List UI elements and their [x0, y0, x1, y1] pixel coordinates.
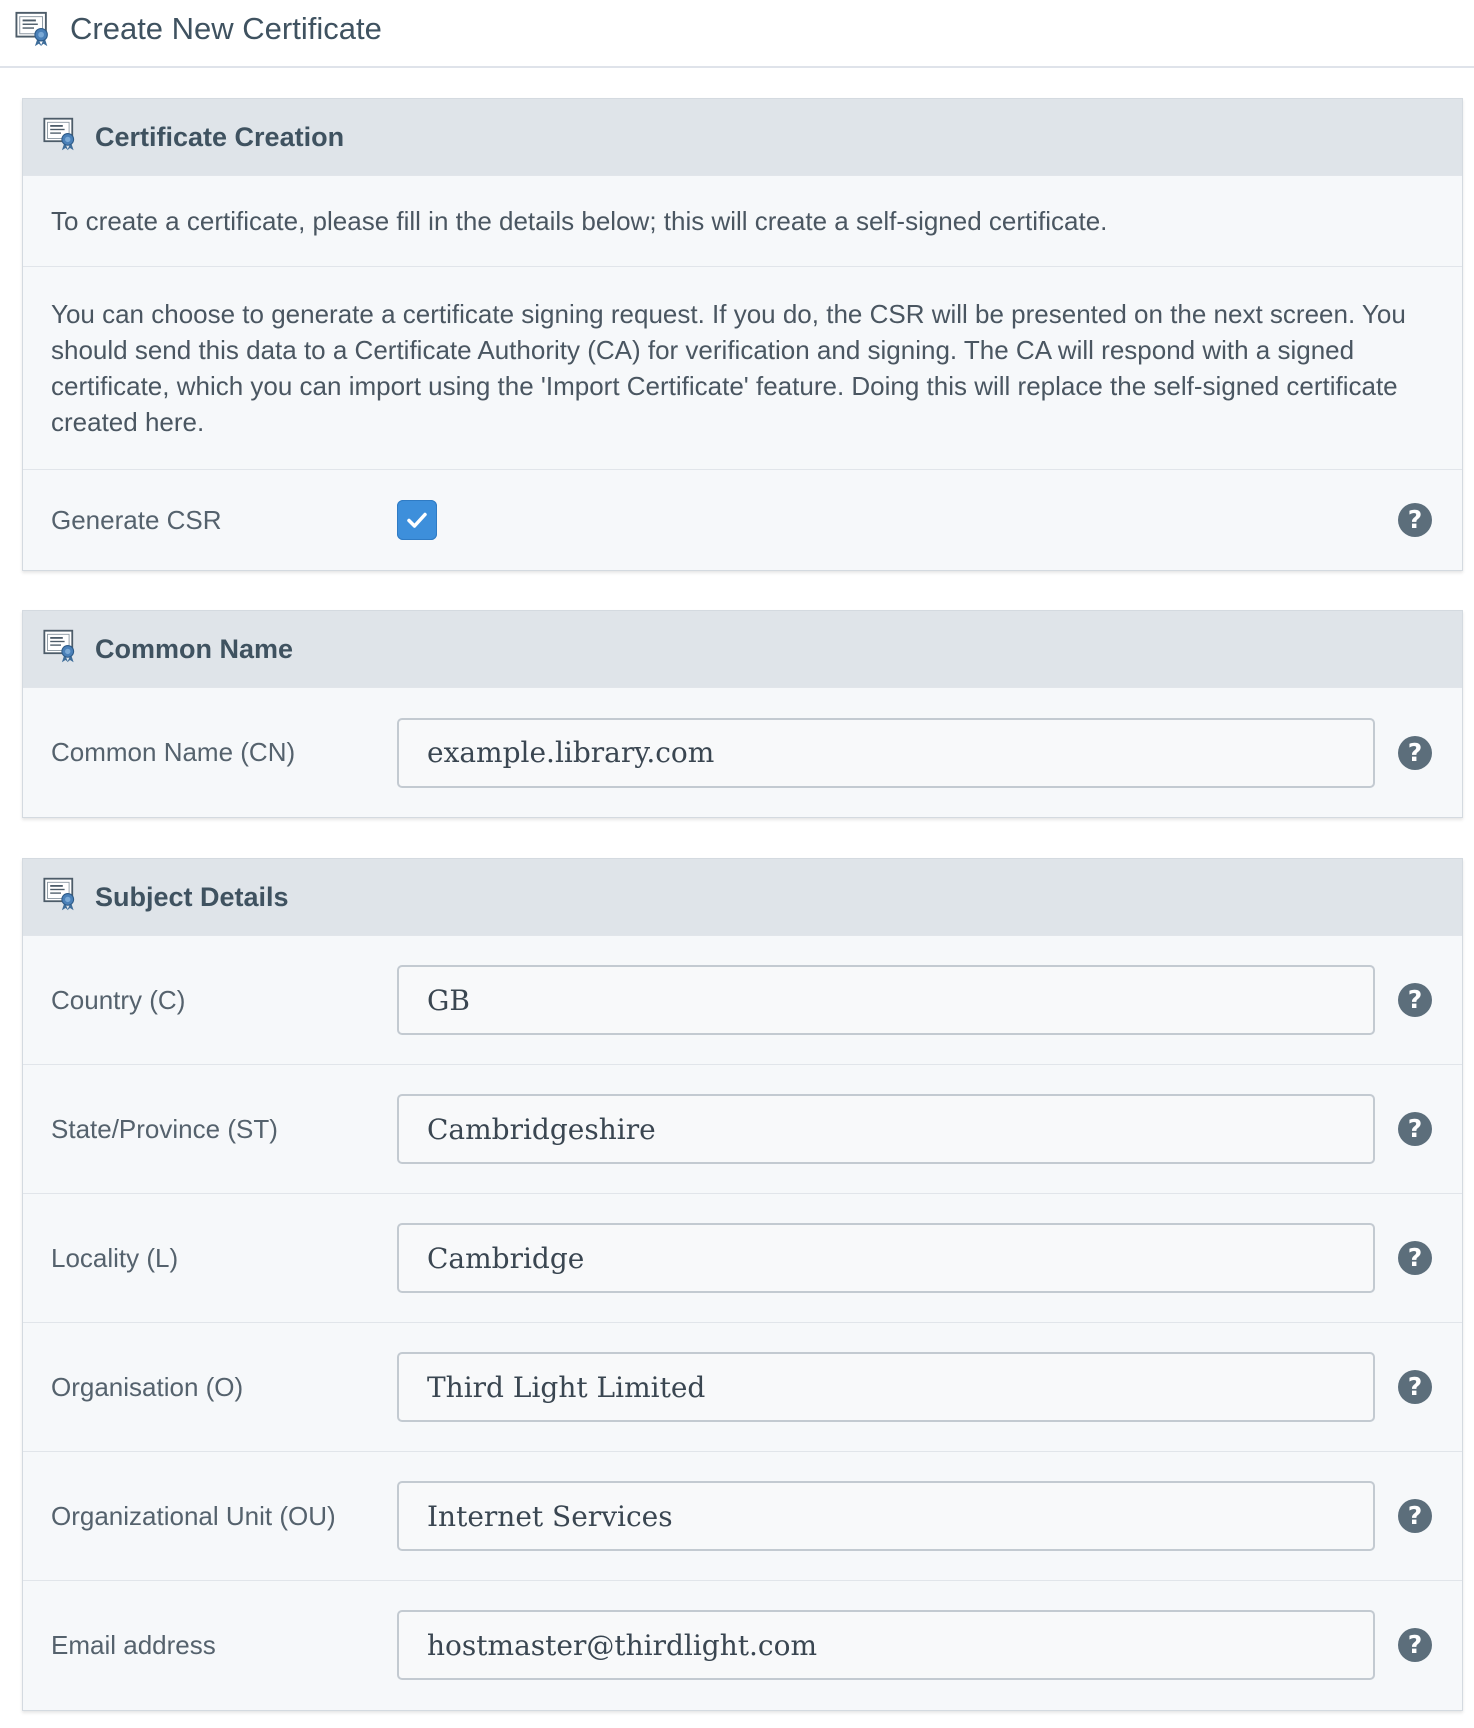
locality-input[interactable] — [397, 1223, 1375, 1293]
help-icon[interactable]: ? — [1398, 983, 1432, 1017]
generate-csr-label: Generate CSR — [51, 504, 222, 535]
locality-label: Locality (L) — [51, 1242, 179, 1273]
email-row — [23, 1580, 1462, 1709]
organisation-label: Organisation (O) — [51, 1371, 244, 1402]
page-title: Create New Certificate — [70, 11, 382, 46]
help-icon[interactable]: ? — [1398, 1499, 1432, 1533]
panel-header — [23, 99, 1462, 175]
certificate-creation-panel — [22, 98, 1463, 571]
organisation-row — [23, 1322, 1462, 1451]
email-label: Email address — [51, 1629, 216, 1660]
csr-info-text: You can choose to generate a certificate signing request. If you do, the CSR will be presented on the next screen. You should send this data to a Certificate Authority (CA) for verification and signing. The CA will respond with a signed certificate, which you can import using the 'Import Certificate' feature. Doing this will replace the self-signed certificate created here. — [23, 266, 1462, 469]
org-unit-label: Organizational Unit (OU) — [51, 1500, 336, 1531]
help-icon[interactable]: ? — [1398, 736, 1432, 770]
panel-title: Common Name — [95, 633, 294, 664]
country-row — [23, 935, 1462, 1064]
common-name-label: Common Name (CN) — [51, 737, 296, 767]
help-icon[interactable]: ? — [1398, 1628, 1432, 1662]
panel-header — [23, 859, 1462, 935]
certificate-icon — [14, 10, 54, 48]
generate-csr-checkbox[interactable] — [397, 500, 437, 540]
certificate-icon — [43, 876, 79, 912]
state-input[interactable] — [397, 1094, 1375, 1164]
org-unit-input[interactable] — [397, 1481, 1375, 1551]
country-input[interactable] — [397, 965, 1375, 1035]
country-label: Country (C) — [51, 984, 186, 1015]
generate-csr-row — [23, 469, 1462, 570]
common-name-panel — [22, 610, 1463, 818]
org-unit-row — [23, 1451, 1462, 1580]
panel-title: Certificate Creation — [95, 121, 345, 152]
help-icon[interactable]: ? — [1398, 503, 1432, 537]
intro-text: To create a certificate, please fill in the details below; this will create a self-signed certificate. — [23, 175, 1462, 266]
page-header — [0, 0, 1474, 68]
email-input[interactable] — [397, 1610, 1375, 1680]
state-label: State/Province (ST) — [51, 1113, 278, 1144]
panel-title: Subject Details — [95, 881, 289, 912]
check-icon — [405, 508, 429, 532]
help-icon[interactable]: ? — [1398, 1370, 1432, 1404]
organisation-input[interactable] — [397, 1352, 1375, 1422]
panel-header — [23, 611, 1462, 687]
common-name-row — [23, 687, 1462, 817]
certificate-icon — [43, 628, 79, 664]
help-icon[interactable]: ? — [1398, 1241, 1432, 1275]
certificate-icon — [43, 116, 79, 152]
locality-row — [23, 1193, 1462, 1322]
state-row — [23, 1064, 1462, 1193]
subject-details-panel — [22, 858, 1463, 1711]
common-name-input[interactable] — [397, 718, 1375, 788]
help-icon[interactable]: ? — [1398, 1112, 1432, 1146]
